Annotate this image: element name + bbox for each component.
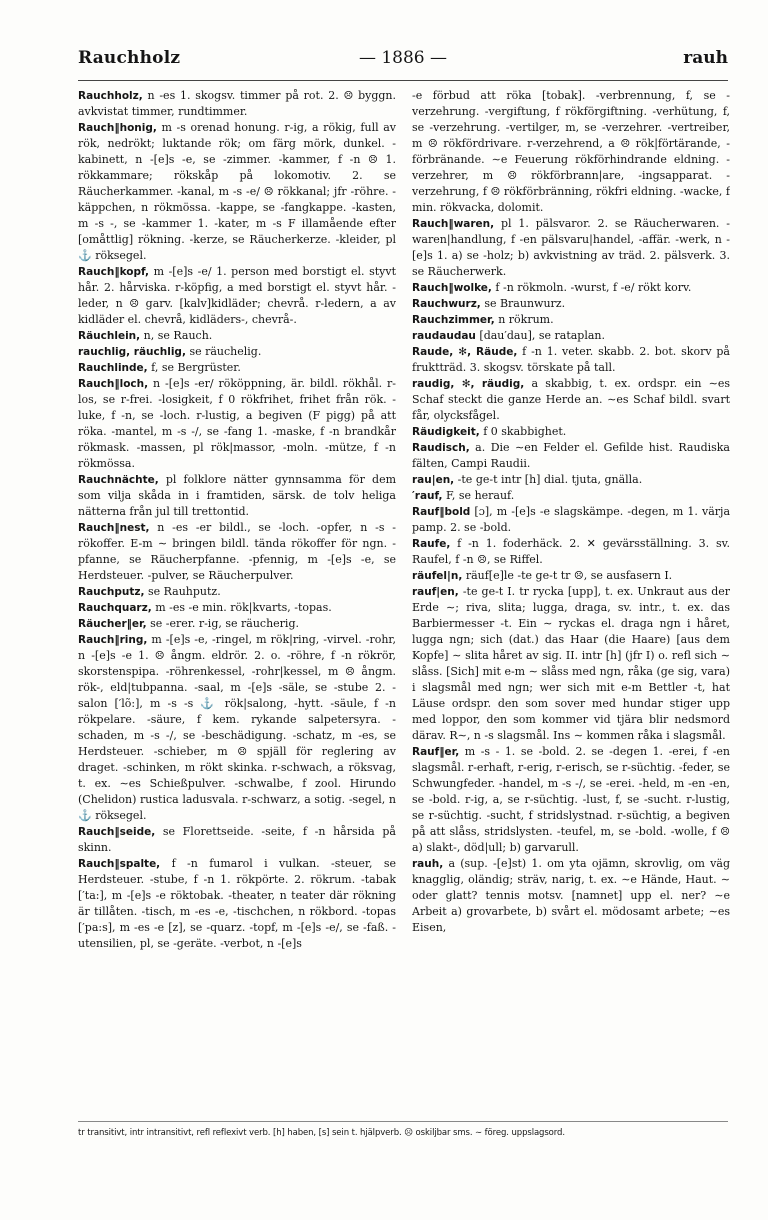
entry-definition: [ɔ], m -[e]s -e slagskämpe. -degen, m 1. värja pamp. 2. se -bold. <box>412 505 730 534</box>
entry-headword: räufel|n, <box>412 570 463 582</box>
page-number: — 1886 — <box>358 48 448 68</box>
entry-headword: Rauch‖loch, <box>78 378 149 390</box>
entry-definition: se Rauhputz. <box>147 585 221 598</box>
entry-definition: räuf[e]le -te ge-t tr ☹, se ausfasern I. <box>465 569 673 582</box>
entry-definition: f -n 1. foderhäck. 2. ✕ gevärsställning. 3. sv. Raufel, f -n ☹, se Riffel. <box>412 537 730 566</box>
header-rule <box>78 80 728 81</box>
entry-definition: -e förbud att röka [tobak]. -verbrennung, f, se -verzehrung. -vergiftung, f rökförgiftning. -verhütung, f, se -verzehrung. -vertilger, m, se -verzehrer. -vertreiber, m ☹ rökfördrivare. r-verzehrend, a ☹ rök|förtärande, -förbränande. ∼e Feuerung rökförhindrande eldning. -verzehrer, m ☹ rökförbrann|are, -ingsapparat. -verzehrung, f ☹ rökförbränning, rökfri eldning. -wacke, f min. rökvacka, dolomit. <box>412 89 730 214</box>
entry-definition: se räuchelig. <box>189 345 262 358</box>
dictionary-entry <box>412 856 730 936</box>
entry-definition: a (sup. -[e]st) 1. om yta ojämn, skrovlig, om väg knagglig, oländig; sträv, narig, t. ex. ∼e Hände, Haut. ∼ oder glatt? tennis motsv. [namnet] upp el. ner? ∼e Arbeit a) grovarbete, b) svårt el. mödosamt arbete; ∼es Eisen, <box>412 857 730 934</box>
entry-definition: a skabbig, t. ex. ordspr. ein ∼es Schaf steckt die ganze Herde an. ∼es Schaf bildl. svart får, olycksfågel. <box>412 377 730 422</box>
dictionary-entry <box>78 88 396 120</box>
entry-headword: Rauch‖ring, <box>78 634 148 646</box>
entry-headword: Rauch‖seide, <box>78 826 156 838</box>
entry-headword: rau|en, <box>412 474 455 486</box>
dictionary-entry <box>412 296 730 312</box>
dictionary-entry <box>78 824 396 856</box>
entry-headword: rauchlig, räuchlig, <box>78 346 186 358</box>
entry-headword: Rauchholz, <box>78 90 143 102</box>
entry-headword: Rauchlinde, <box>78 362 148 374</box>
entry-headword: Rauch‖nest, <box>78 522 150 534</box>
entry-definition: f -n fumarol i vulkan. -steuer, se Herdsteuer. -stube, f -n 1. rökpörte. 2. rökrum. -tabak [′ta:], m -[e]s -e röktobak. -theater, n teater där rökning är tillåten. -tisch, m -es -e, -tischchen, n rökbord. -topas [′pa:s], m -es -e [z], se -quarz. -topf, m -[e]s -e/, se -faß. -utensilien, pl, se -geräte. -verbot, n -[e]s <box>78 857 396 950</box>
entry-definition: f -n rökmoln. -wurst, f -e/ rökt korv. <box>495 281 692 294</box>
header-right-keyword: rauh <box>683 48 728 68</box>
entry-headword: Rauchputz, <box>78 586 145 598</box>
dictionary-entry <box>412 488 730 504</box>
right-column <box>412 88 730 1118</box>
entry-definition: -te ge-t intr [h] dial. tjuta, gnälla. <box>457 473 643 486</box>
dictionary-entry <box>412 536 730 568</box>
entry-headword: Rauch‖wolke, <box>412 282 492 294</box>
entry-headword: Rauch‖spalte, <box>78 858 161 870</box>
dictionary-entry <box>412 216 730 280</box>
dictionary-entry <box>78 360 396 376</box>
dictionary-entry <box>412 504 730 536</box>
entry-headword: raudaudau <box>412 330 476 342</box>
dictionary-entry <box>78 120 396 264</box>
dictionary-entry <box>78 520 396 584</box>
entry-definition: m -[e]s -e, -ringel, m rök|ring, -virvel. -rohr, n -[e]s -e 1. ☹ ångm. eldrör. 2. o. -röhre, f -n rökrör, skorstenspipa. -röhrenkessel, -rohr|kessel, m ☹ ångm. rök-, eld|tubpanna. -saal, m -[e]s -säle, se -stube 2. -salon [′lõ:], m -s -s ⚓ rök|salong, -hytt. -säule, f -n rökpelare. -säure, f kem. rykande salpetersyra. -schaden, m -s -/, se -beschädigung. -schatz, m -es, se Herdsteuer. -schieber, m ☹ spjäll för reglering av draget. -schinken, m rökt skinka. r-schwach, a röksvag, t. ex. ∼es Schießpulver. -schwalbe, f zool. Hirundo (Chelidon) rustica ladusvala. r-schwarz, a sotig. -segel, n ⚓ röksegel. <box>78 633 396 822</box>
dictionary-entry <box>78 472 396 520</box>
entry-definition: pl folklore nätter gynnsamma för dem som vilja skåda in i framtiden, särsk. de tolv heliga nätterna från jul till trettontid. <box>78 473 396 518</box>
entry-headword: Raude, ✻, Räude, <box>412 346 518 358</box>
entry-definition: f, se Bergrüster. <box>151 361 241 374</box>
dictionary-entry <box>78 344 396 360</box>
dictionary-entry <box>412 88 730 216</box>
entry-definition: pl 1. pälsvaror. 2. se Räucherwaren. -waren|handlung, f -en pälsvaru|handel, -affär. -werk, n -[e]s 1. a) se -holz; b) avkvistning av träd. 2. pälsverk. 3. se Räucherwerk. <box>412 217 730 278</box>
entry-headword: Räuchlein, <box>78 330 141 342</box>
entry-headword: Rauf‖bold <box>412 506 471 518</box>
entry-headword: Rauch‖honig, <box>78 122 157 134</box>
left-column <box>78 88 396 1118</box>
entry-definition: [dau′dau], se rataplan. <box>479 329 605 342</box>
dictionary-entry <box>78 600 396 616</box>
entry-headword: Rauf‖er, <box>412 746 460 758</box>
entry-definition: n, se Rauch. <box>143 329 213 342</box>
dictionary-entry <box>412 424 730 440</box>
dictionary-entry <box>412 280 730 296</box>
entry-definition: f 0 skabbighet. <box>483 425 567 438</box>
dictionary-entry <box>412 440 730 472</box>
entry-headword: Räucher‖er, <box>78 618 147 630</box>
entry-definition: f -n 1. veter. skabb. 2. bot. skorv på fruktträd. 3. skogsv. törskate på tall. <box>412 345 730 374</box>
entry-headword: Rauch‖kopf, <box>78 266 150 278</box>
entry-definition: a. Die ∼en Felder el. Gefilde hist. Raudiska fälten, Campi Raudii. <box>412 441 730 470</box>
entry-headword: Raufe, <box>412 538 451 550</box>
entry-definition: se Braunwurz. <box>484 297 566 310</box>
dictionary-entry <box>78 856 396 952</box>
entry-definition: m -es -e min. rök|kvarts, -topas. <box>155 601 332 614</box>
entry-definition: F, se herauf. <box>446 489 515 502</box>
entry-definition: se Florettseide. -seite, f -n hårsida på skinn. <box>78 825 396 854</box>
dictionary-entry <box>412 312 730 328</box>
entry-headword: rauf|en, <box>412 586 459 598</box>
dictionary-entry <box>78 376 396 472</box>
dictionary-entry <box>412 472 730 488</box>
dictionary-entry <box>412 744 730 856</box>
dictionary-entry <box>412 376 730 424</box>
entry-headword: Rauch‖waren, <box>412 218 495 230</box>
entry-definition: n -es -er bildl., se -loch. -opfer, n -s - rökoffer. E-m ∼ bringen bildl. tända rökoffer för ngn. -pfanne, se Räucherpfanne. -pfennig, m -[e]s -e, se Herdsteuer. -pulver, se Räucherpulver. <box>78 521 396 582</box>
dictionary-entry <box>412 568 730 584</box>
entry-headword: Rauchzimmer, <box>412 314 495 326</box>
entry-definition: m -s orenad honung. r-ig, a rökig, full av rök, nedrökt; luktande rök; om färg mörk, dunkel. -kabinett, n -[e]s -e, se -zimmer. -kammer, f -n ☹ 1. rökkammare; rökskåp på lokomotiv. 2. se Räucherkammer. -kanal, m -s -e/ ☹ rökkanal; jfr -röhre. -käppchen, n rökmössa. -kappe, se -fangkappe. -kasten, m -s -, se -kammer 1. -kater, m -s F illamående efter [omåttlig] rökning. -kerze, se Räucherkerze. -kleider, pl ⚓ röksegel. <box>78 121 396 262</box>
footer-rule <box>78 1121 728 1122</box>
entry-headword: Raudisch, <box>412 442 470 454</box>
entry-definition: n rökrum. <box>498 313 554 326</box>
abbreviation-footer: tr transitivt, intr intransitivt, refl reflexivt verb. [h] haben, [s] sein t. hjälpverb. ☹ oskiljbar sms. ∼ föreg. uppslagsord. <box>78 1128 565 1138</box>
dictionary-entry <box>78 584 396 600</box>
entry-definition: n -es 1. skogsv. timmer på rot. 2. ☹ byggn. avkvistat timmer, rundtimmer. <box>78 89 396 118</box>
dictionary-entry <box>78 264 396 328</box>
dictionary-entry <box>412 344 730 376</box>
entry-headword: rauh, <box>412 858 444 870</box>
entry-headword: Rauchnächte, <box>78 474 159 486</box>
entry-definition: se -erer. r-ig, se räucherig. <box>150 617 299 630</box>
entry-definition: n -[e]s -er/ rököppning, är. bildl. rökhål. r-los, se r-frei. -losigkeit, f 0 rökfrihet, frihet från rök. -luke, f -n, se -loch. r-lustig, a begiven (F pigg) på att röka. -mantel, m -s -/, se -fang 1. -maske, f -n brandkår rökmask. -massen, pl rök|massor, -moln. -mütze, f -n rökmössa. <box>78 377 396 470</box>
entry-definition: m -s - 1. se -bold. 2. se -degen 1. -erei, f -en slagsmål. r-erhaft, r-erig, r-erisch, se r-süchtig. -feder, se Schwungfeder. -handel, m -s -/, se -erei. -held, m -en -en, se -bold. r-ig, a, se r-süchtig. -lust, f, se -sucht. r-lustig, se r-süchtig. -sucht, f stridslystnad. r-süchtig, a begiven på att slåss, stridslysten. -teufel, m, se -bold. -wolle, f ☹ a) slakt-, död|ull; b) garvarull. <box>412 745 730 854</box>
dictionary-entry <box>412 328 730 344</box>
entry-headword: ′rauf, <box>412 490 443 502</box>
entry-headword: Rauchwurz, <box>412 298 481 310</box>
entry-headword: raudig, ✻, räudig, <box>412 378 525 390</box>
dictionary-entry <box>78 328 396 344</box>
dictionary-entry <box>78 632 396 824</box>
entry-headword: Räudigkeit, <box>412 426 480 438</box>
header-left-keyword: Rauchholz <box>78 48 181 68</box>
dictionary-entry <box>412 584 730 744</box>
entry-headword: Rauchquarz, <box>78 602 152 614</box>
dictionary-entry <box>78 616 396 632</box>
entry-definition: m -[e]s -e/ 1. person med borstigt el. styvt hår. 2. hårviska. r-köpfig, a med borstigt el. styvt hår. -leder, n ☹ garv. [kalv]kidläder; chevrå. r-ledern, a av kidläder el. chevrå, kidläders-, chevrå-. <box>78 265 396 326</box>
page-header <box>78 48 728 74</box>
entry-definition: -te ge-t I. tr rycka [upp], t. ex. Unkraut aus der Erde ∼; riva, slita; lugga, draga, sv. intr., t. ex. das Barbiermesser -t. Ein ∼ ryckas el. draga ngn i håret, lugga ngn; sich (dat.) das Haar (die Haare) [aus dem Kopfe] ∼ slita håret av sig. II. intr [h] (jfr I) o. refl sich ∼ slåss. [Sich] mit e-m ∼ slåss med ngn, råka (ge sig, vara) i slagsmål med ngn; wer sich mit e-m Bettler -t, hat Läuse ordspr. den som sover med hundar stiger upp med loppor, den som kommer vid tjära blir nedsmord därav. R∼, n -s slagsmål. Ins ∼ kommen råka i slagsmål. <box>412 585 730 742</box>
